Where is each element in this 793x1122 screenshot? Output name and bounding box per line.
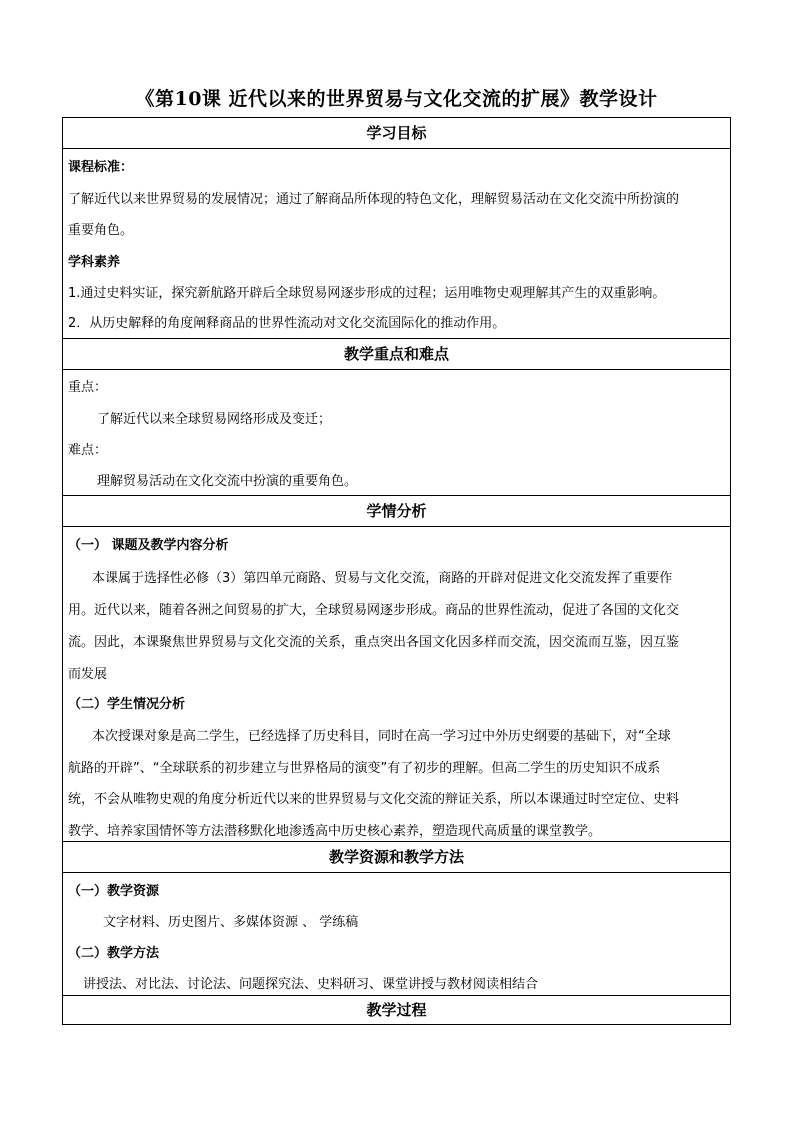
document-title: 《第10课 近代以来的世界贸易与文化交流的扩展》教学设计 [135, 88, 658, 110]
analysis-part1-text-cont: 用。近代以来，随着各洲之间贸易的扩大，全球贸易网逐步形成。商品的世界性流动，促进了各国的文化交 [68, 603, 680, 618]
analysis-part2-label: （二）学生情况分析 [68, 697, 186, 712]
course-standard-label: 课程标准： [68, 160, 134, 175]
section-heading-resources: 教学资源和教学方法 [63, 841, 730, 872]
section-heading-process: 教学过程 [63, 995, 730, 1024]
course-standard-text-cont: 重要角色。 [68, 223, 134, 238]
literacy-item-2: 2．从历史解释的角度阐释商品的世界性流动对文化交流国际化的推动作用。 [68, 316, 506, 331]
resources-text: 文字材料、历史图片、多媒体资源 、 学练稿 [103, 915, 359, 930]
subject-literacy-label: 学科素养 [68, 255, 121, 270]
divider [63, 872, 730, 873]
section-heading-objectives: 学习目标 [366, 124, 427, 142]
course-standard-text: 了解近代以来世界贸易的发展情况；通过了解商品所体现的特色文化，理解贸易活动在文化交流中所扮演的 [68, 192, 680, 207]
methods-text: 讲授法、对比法、讨论法、问题探究法、史料研习、课堂讲授与教材阅读相结合 [83, 977, 539, 992]
analysis-part1-text: 本课属于选择性必修（3）第四单元商路、贸易与文化交流，商路的开辟对促进文化交流发挥了重要作 [92, 571, 673, 586]
lesson-plan-table [62, 117, 731, 1025]
key-point-text: 了解近代以来全球贸易网络形成及变迁； [97, 412, 332, 427]
analysis-part2-text-cont: 统，不会从唯物史观的角度分析近代以来的世界贸易与文化交流的辩证关系，所以本课通过时空定位、史料 [68, 792, 680, 807]
analysis-part1-label: （一） 课题及教学内容分析 [68, 538, 229, 553]
section-heading-analysis: 学情分析 [63, 495, 730, 526]
analysis-part1-text-cont: 流。因此，本课聚焦世界贸易与文化交流的关系，重点突出各国文化因多样而交流，因交流而互鉴，因互鉴 [68, 635, 680, 650]
literacy-item-1: 1.通过史料实证，探究新航路开辟后全球贸易网逐步形成的过程；运用唯物史观理解其产生的双重影响。 [68, 286, 666, 301]
difficult-point-label: 难点： [68, 443, 108, 458]
analysis-part2-text-cont: 航路的开辟”、“全球联系的初步建立与世界格局的演变”有了初步的理解。但高二学生的历史知识不成系 [68, 761, 661, 776]
methods-label: （二）教学方法 [68, 946, 160, 961]
divider [63, 369, 730, 370]
analysis-part1-text-cont: 而发展 [68, 667, 108, 682]
divider [63, 148, 730, 149]
resources-label: （一）教学资源 [68, 884, 160, 899]
analysis-part2-text-cont: 教学、培养家国情怀等方法潜移默化地渗透高中历史核心素养，塑造现代高质量的课堂教学。 [68, 824, 602, 839]
analysis-part2-text: 本次授课对象是高二学生，已经选择了历史科目，同时在高一学习过中外历史纲要的基础下，对“全球 [92, 729, 671, 744]
key-point-label: 重点： [68, 380, 108, 395]
section-heading-key-points: 教学重点和难点 [63, 338, 730, 369]
divider [63, 526, 730, 527]
difficult-point-text: 理解贸易活动在文化交流中扮演的重要角色。 [97, 474, 358, 489]
